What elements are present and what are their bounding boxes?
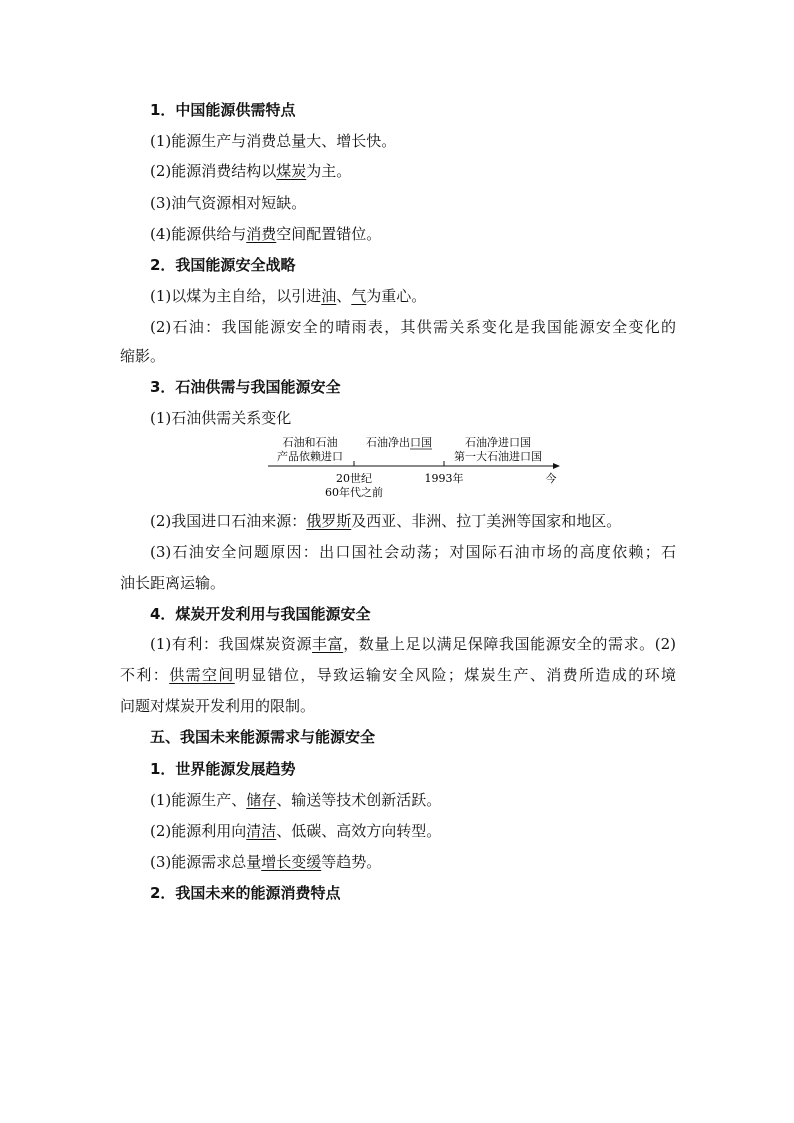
section-heading [150,377,706,397]
text-segment: 明显错位，导致运输安全风险；煤炭生产、消费所造成的环境 [234,666,676,684]
text-segment: 2．我国未来的能源消费特点 [150,884,341,902]
text-segment: 问题对煤炭开发利用的限制。 [120,697,316,715]
text-segment: (1)以煤为主自给，以引进 [150,287,322,305]
text-segment: (3)石油安全问题原因：出口国社会动荡；对国际石油市场的高度依赖；石 [150,543,676,561]
text-segment: 4．煤炭开发利用与我国能源安全 [150,605,371,623]
text-segment: (2)石油：我国能源安全的晴雨表，其供需关系变化是我国能源安全变化的 [150,318,676,336]
underlined-keyword: 消费 [246,225,277,243]
underlined-keyword: 清洁 [246,822,277,840]
text-segment: 、输送等技术创新活跃。 [276,791,442,809]
text-line [150,542,676,562]
text-segment: 及西亚、非洲、拉丁美洲等国家和地区。 [351,512,622,530]
text-segment: 不利： [120,666,170,684]
text-segment: (2)能源利用向 [150,822,247,840]
text-line [120,346,676,366]
section-heading [150,100,706,120]
underlined-keyword: 俄罗斯 [306,512,352,530]
text-line [150,317,676,337]
text-segment: (3)能源需求总量 [150,853,262,871]
text-line [150,821,706,841]
text-line [150,852,706,872]
text-line [150,131,706,151]
text-line [120,665,676,685]
text-segment: (1)能源生产与消费总量大、增长快。 [150,132,397,150]
text-segment: (1)石油供需关系变化 [150,409,292,427]
tick-label: 60年代之前 [325,486,383,499]
text-line [150,790,706,810]
underlined-keyword: 气 [351,287,367,305]
text-segment: (3)油气资源相对短缺。 [150,194,307,212]
text-line [150,511,706,531]
text-segment: 3．石油供需与我国能源安全 [150,378,341,396]
period-label: 石油净进口国 [465,436,531,449]
text-line [120,696,676,716]
text-segment: (2)我国进口石油来源： [150,512,307,530]
section-heading [150,759,706,779]
section-heading [150,604,706,624]
text-line [150,408,706,428]
text-segment: 1．中国能源供需特点 [150,101,296,119]
text-segment: 空间配置错位。 [276,225,382,243]
underlined-keyword: 煤炭 [276,162,307,180]
text-segment: (2)能源消费结构以 [150,162,277,180]
text-segment: 2．我国能源安全战略 [150,256,296,274]
text-segment: (1)能源生产、 [150,791,247,809]
text-segment: ，数量上足以满足保障我国能源安全的需求。(2) [343,635,676,653]
period-label: 第一大石油进口国 [454,450,542,463]
underlined-keyword: 油 [321,287,337,305]
period-label: 石油净出口国 [366,436,432,449]
underlined-keyword: 储存 [246,791,277,809]
text-line [120,573,676,593]
text-segment: 油长距离运输。 [120,574,226,592]
text-line [150,193,706,213]
section-heading [150,255,706,275]
section-heading [150,883,706,903]
section-heading [150,727,706,747]
underlined-keyword: 供需空间 [169,666,235,684]
text-segment: 、 [336,287,352,305]
text-segment: 缩影。 [120,347,166,365]
tick-label: 20世纪 [336,472,372,485]
underlined-keyword: 丰富 [312,635,344,653]
text-segment: 1．世界能源发展趋势 [150,760,296,778]
period-label: 石油和石油 [282,436,338,449]
text-line [150,161,706,181]
text-segment: 等趋势。 [321,853,382,871]
text-segment: (4)能源供给与 [150,225,247,243]
timeline-arrow-icon [553,463,560,469]
text-segment: 为主。 [306,162,352,180]
text-segment: 为重心。 [366,287,427,305]
text-line [150,634,676,654]
text-segment: 、低碳、高效方向转型。 [276,822,442,840]
text-line [150,224,706,244]
oil-supply-demand-timeline [262,432,564,502]
underlined-keyword: 增长变缓 [261,853,322,871]
text-line [150,286,706,306]
text-segment: (1)有利：我国煤炭资源 [150,635,313,653]
period-label: 产品依赖进口 [277,450,343,463]
tick-label: 今 [545,472,557,485]
tick-label: 1993年 [424,472,464,485]
text-segment: 五、我国未来能源需求与能源安全 [150,728,376,746]
